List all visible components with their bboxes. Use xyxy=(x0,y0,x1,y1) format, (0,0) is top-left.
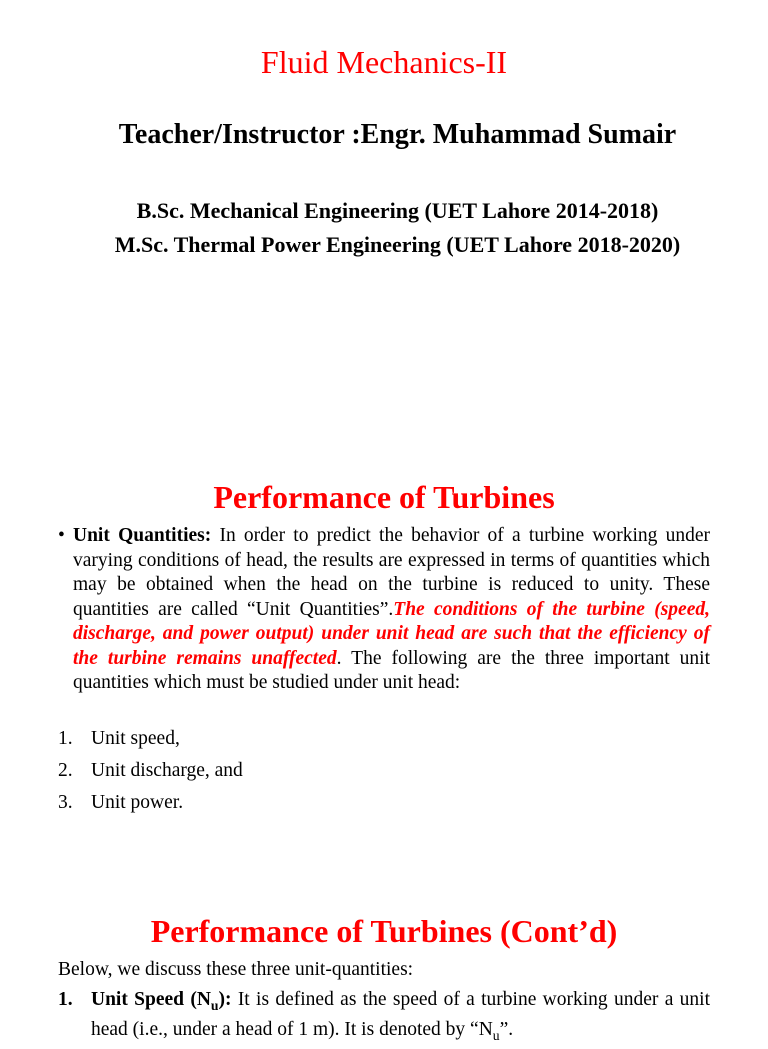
intro-text: Below, we discuss these three unit-quantities: xyxy=(58,959,414,980)
degree-bsc: B.Sc. Mechanical Engineering (UET Lahore 2014-2018) xyxy=(136,198,659,223)
list-label: Unit speed, xyxy=(91,728,180,749)
unit-quantities-paragraph xyxy=(58,524,710,696)
paragraph-text xyxy=(73,524,710,696)
unit-speed-text: Unit Speed $(N_u)$: It is defined as the speed of a turbine working under a unit head (i.e., under a head of 1 m). It is denoted by “$N_u$”. xyxy=(91,989,711,1044)
slide1-title: Fluid Mechanics-II xyxy=(260,44,508,80)
degree-msc: M.Sc. Thermal Power Engineering (UET Lahore 2018-2020) xyxy=(114,232,681,257)
term-unit-quantities: Unit Quantities: xyxy=(73,525,212,546)
paragraph-emphasis: The conditions of the turbine (speed, discharge, and power output) under unit head are such that the efficiency of the turbine remains unaffected xyxy=(73,598,710,669)
item-number: 1. xyxy=(58,989,73,1010)
slide3-title: Performance of Turbines (Cont’d) xyxy=(150,913,618,949)
unit-speed-term: Unit Speed $(N_u)$: xyxy=(91,989,232,1013)
list-item xyxy=(58,759,243,783)
slide2-title: Performance of Turbines xyxy=(213,479,555,515)
teacher-name: Teacher/Instructor :Engr. Muhammad Sumair xyxy=(118,119,677,150)
list-label: Unit discharge, and xyxy=(91,760,243,781)
paragraph-part2: . The following are the three important unit quantities which must be studied under unit head: xyxy=(73,647,710,693)
list-number: 3. xyxy=(58,792,73,813)
list-item xyxy=(58,791,183,815)
list-item xyxy=(58,727,180,751)
unit-speed-definition: It is defined as the speed of a turbine working under a unit head (i.e., under a head of 1 m). It is denoted by “N xyxy=(91,989,711,1041)
bullet-marker: • xyxy=(58,525,65,546)
list-number: 1. xyxy=(58,728,73,749)
list-number: 2. xyxy=(58,760,73,781)
list-label: Unit power. xyxy=(91,792,184,813)
unit-speed-item xyxy=(58,988,710,1049)
paragraph-part1: In order to predict the behavior of a turbine working under varying conditions of head, the results are expressed in terms of quantities which may be obtained when the head on the turbine is reduced to unity. These quantities are called “Unit Quantities”. xyxy=(73,525,710,620)
